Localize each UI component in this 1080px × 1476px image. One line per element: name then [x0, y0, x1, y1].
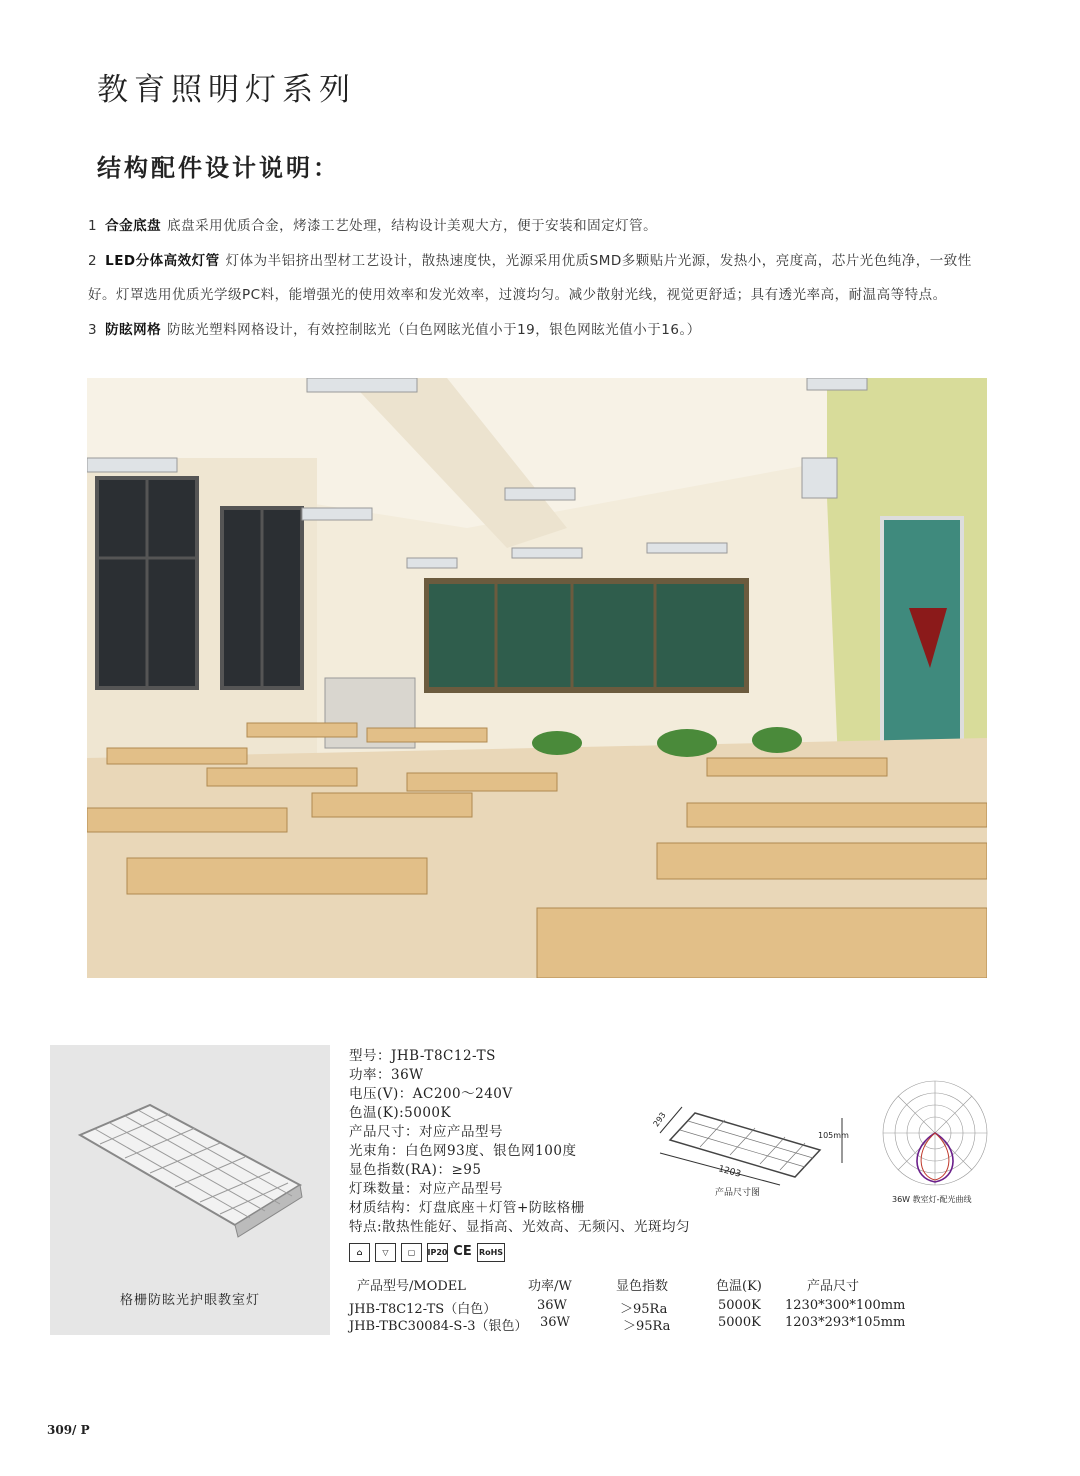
spec-size: 产品尺寸：对应产品型号 [349, 1124, 503, 1140]
table-row-1-cri: ＞95Ra [620, 1302, 668, 1317]
item-text: 好。灯罩选用优质光学级PC料，能增强光的使用效率和发光效率，过渡均匀。减少散射光线，视觉更舒适；具有透光率高，耐温高等特点。 [88, 287, 947, 303]
table-row-1-size: 1230*300*100mm [785, 1298, 906, 1313]
table-row-2-cri: ＞95Ra [623, 1319, 671, 1334]
item-text: 灯体为半铝挤出型材工艺设计，散热速度快，光源采用优质SMD多颗贴片光源，发热小，亮度高，芯片光色纯净，一致性 [225, 253, 972, 269]
item-text: 防眩光塑料网格设计，有效控制眩光（白色网眩光值小于19，银色网眩光值小于16。） [167, 322, 701, 338]
item-label: 合金底盘 [105, 218, 162, 234]
table-row-1-model: JHB-T8C12-TS（白色） [349, 1302, 497, 1317]
grille-lamp-icon [70, 1085, 310, 1245]
rohs-icon: RoHS [477, 1243, 505, 1262]
class-ii-icon: ▢ [401, 1243, 422, 1262]
dim-length-label: 1203 [717, 1164, 742, 1180]
polar-curve-drawing [870, 1078, 1000, 1193]
description-item-2-cont [88, 285, 988, 305]
product-name: 格栅防眩光护眼教室灯 [119, 1293, 260, 1308]
table-header-model: 产品型号/MODEL [357, 1279, 466, 1294]
item-number: 1 [88, 218, 98, 234]
spec-led-count: 灯珠数量：对应产品型号 [349, 1181, 503, 1197]
ip20-icon: IP20 [427, 1243, 448, 1262]
description-item-2 [88, 251, 988, 271]
spec-features: 特点:散热性能好、显指高、光效高、无频闪、光斑均匀 [349, 1219, 691, 1235]
table-row-2-power: 36W [540, 1315, 570, 1330]
spec-cri: 显色指数(RA)：≥95 [349, 1162, 482, 1178]
classroom-photo [87, 378, 987, 978]
table-header-size: 产品尺寸 [807, 1279, 860, 1294]
table-header-color-temp: 色温(K) [716, 1279, 762, 1294]
spec-material: 材质结构：灯盘底座＋灯管+防眩格栅 [349, 1200, 585, 1216]
table-header-power: 功率/W [528, 1279, 572, 1294]
lamp-dimension-drawing [630, 1085, 870, 1195]
item-label: LED分体高效灯管 [105, 253, 220, 269]
dimension-caption: 产品尺寸图 [715, 1188, 761, 1198]
dimension-diagram [630, 1085, 870, 1205]
table-header-cri: 显色指数 [616, 1279, 669, 1294]
spec-model: 型号：JHB-T8C12-TS [349, 1048, 496, 1064]
dim-height-label: 105mm [818, 1131, 849, 1140]
polar-caption: 36W 教室灯-配光曲线 [892, 1195, 972, 1204]
indoor-use-icon: ⌂ [349, 1243, 370, 1262]
table-row-1-power: 36W [537, 1298, 567, 1313]
certification-icons [349, 1243, 505, 1262]
series-title: 教育照明灯系列 [97, 72, 356, 108]
item-number: 3 [88, 322, 98, 338]
table-row-2-model: JHB-TBC30084-S-3（银色） [349, 1319, 528, 1334]
section-heading: 结构配件设计说明： [97, 154, 340, 182]
spec-beam-angle: 光束角：白色网93度、银色网100度 [349, 1143, 577, 1159]
spec-color-temp: 色温(K):5000K [349, 1105, 452, 1121]
polar-curve-diagram [870, 1078, 1000, 1208]
product-image-panel [50, 1045, 330, 1335]
page-number: 309/ P [47, 1423, 90, 1437]
spec-power: 功率：36W [349, 1067, 424, 1083]
description-item-1 [88, 216, 988, 236]
table-row-2-size: 1203*293*105mm [785, 1315, 906, 1330]
ce-icon: CE [453, 1244, 472, 1259]
item-text: 底盘采用优质合金，烤漆工艺处理，结构设计美观大方，便于安装和固定灯管。 [167, 218, 658, 234]
item-label: 防眩网格 [105, 322, 162, 338]
table-row-1-color-temp: 5000K [718, 1298, 761, 1313]
item-number: 2 [88, 253, 98, 269]
dim-width-label: 293 [651, 1110, 668, 1129]
table-row-2-color-temp: 5000K [718, 1315, 761, 1330]
spec-voltage: 电压(V)：AC200～240V [349, 1086, 513, 1102]
description-item-3 [88, 320, 988, 340]
flammable-surface-icon: ▽ [375, 1243, 396, 1262]
